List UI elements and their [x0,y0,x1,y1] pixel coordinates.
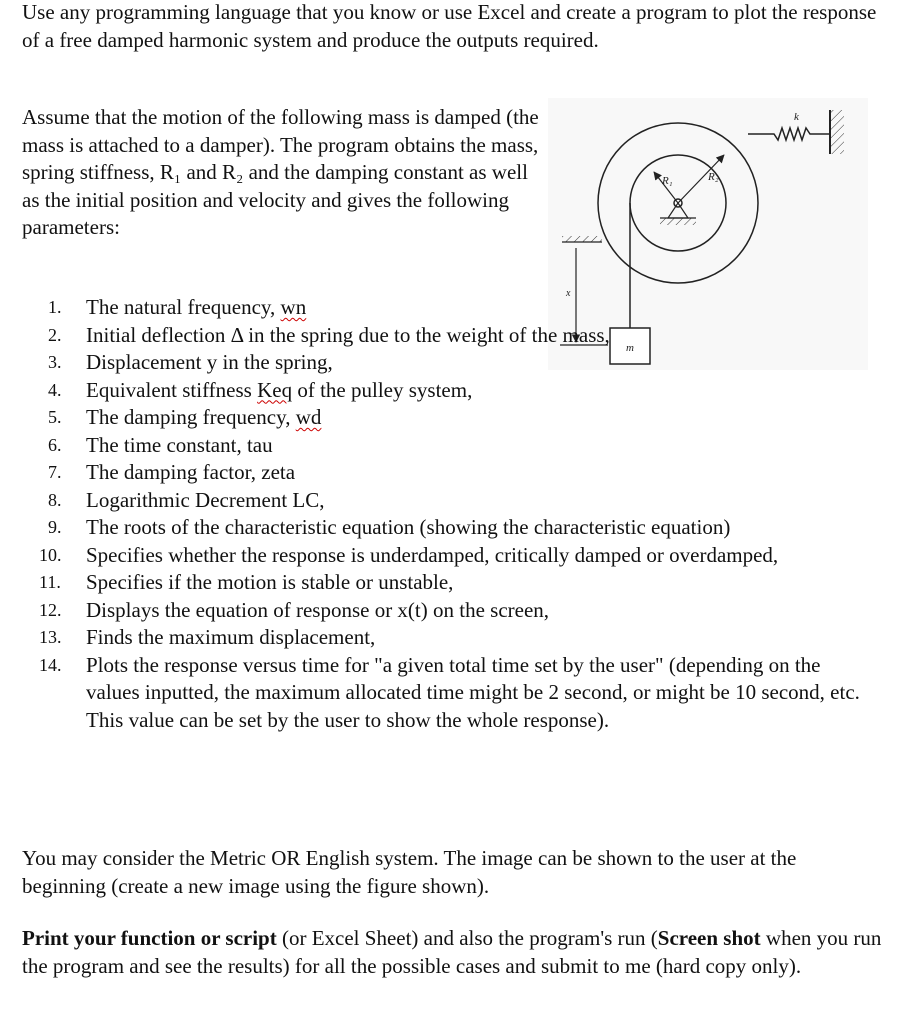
metric-paragraph: You may consider the Metric OR English system. The image can be shown to the user at the beginning (create a new image using the figure shown). [22,846,797,898]
label-m: m [626,342,634,354]
print-paragraph [22,925,882,980]
requirement-text: The damping frequency, [86,405,296,429]
requirement-number: 1. [48,297,62,317]
requirement-text: Finds the maximum displacement, [86,625,376,649]
requirement-text: The time constant, tau [86,432,273,457]
requirement-item [39,597,878,625]
label-r1: R₁ [662,175,673,187]
requirement-item [39,569,878,597]
requirement-item [48,514,878,542]
label-k: k [794,111,799,123]
requirement-number: 6. [48,434,62,455]
requirement-text: Initial deflection Δ in the spring due to the weight of the mass, [86,322,610,347]
requirement-text: The natural frequency, [86,295,281,319]
requirement-number: 2. [48,324,62,345]
requirement-number: 5. [48,407,62,427]
requirement-text: The roots of the characteristic equation (showing the characteristic equation) [86,515,731,539]
requirement-item [48,294,878,322]
requirement-number: 8. [48,489,62,510]
label-r2: R₂ [708,171,719,183]
requirement-text: Specifies whether the response is underdamped, critically damped or overdamped, [86,542,779,567]
requirement-item [39,624,878,652]
requirement-item [48,349,878,377]
requirement-number: 10. [39,544,62,565]
wall-hatch [830,110,844,154]
requirement-term: wn [280,295,307,319]
requirement-text: Logarithmic Decrement LC, [86,487,325,512]
requirement-text: The damping factor, zeta [86,460,296,484]
requirement-text: Displacement y in the spring, [86,350,333,374]
assume-paragraph: Assume that the motion of the following mass is damped (the mass is attached to a damper). The program obtains the mass, spring stiffness, R₁ and R₂ and the damping constant as well as the initial position and velocity and gives the following parameters: [22,105,539,239]
requirements-list [39,294,878,734]
requirement-text: Displays the equation of response or x(t) on the screen, [86,597,550,622]
requirement-number: 13. [39,627,62,647]
requirement-item [39,652,878,735]
requirement-item [48,377,878,405]
requirement-number: 4. [48,379,62,400]
print-bold-2: Screen shot [657,926,761,950]
requirement-number: 11. [39,572,61,592]
requirement-term: Keq [257,377,293,402]
requirement-item [48,404,878,432]
requirement-text: Equivalent stiffness [86,377,258,402]
print-end: when you run the program and see the results) for all the possible cases and submit to me (hard copy only). [22,926,882,978]
requirement-text-end: of the pulley system, [292,377,473,402]
requirement-text: Specifies if the motion is stable or unstable, [86,570,454,594]
requirement-term: wd [295,405,322,429]
label-x: x [566,288,571,299]
requirement-item [48,459,878,487]
requirement-number: 7. [48,462,62,482]
requirement-item [48,322,878,350]
requirement-item [48,432,878,460]
requirement-number: 12. [39,599,62,620]
requirement-number: 14. [39,654,62,675]
intro-paragraph: Use any programming language that you know or use Excel and create a program to plot the response of a free damped harmonic system and produce the outputs required. [22,0,877,52]
print-bold-1: Print your function or script [22,926,277,950]
print-mid: (or Excel Sheet) and also the program's run ( [276,926,658,950]
requirement-item [39,542,878,570]
requirement-number: 9. [48,517,62,537]
requirement-text: Plots the response versus time for "a given total time set by the user" (depending on the values inputted, the maximum allocated time might be 2 second, or might be 10 second, etc. This value can be set by the user to show the whole response). [86,652,860,732]
requirement-item [48,487,878,515]
requirement-number: 3. [48,352,62,372]
spring-icon [748,128,831,140]
